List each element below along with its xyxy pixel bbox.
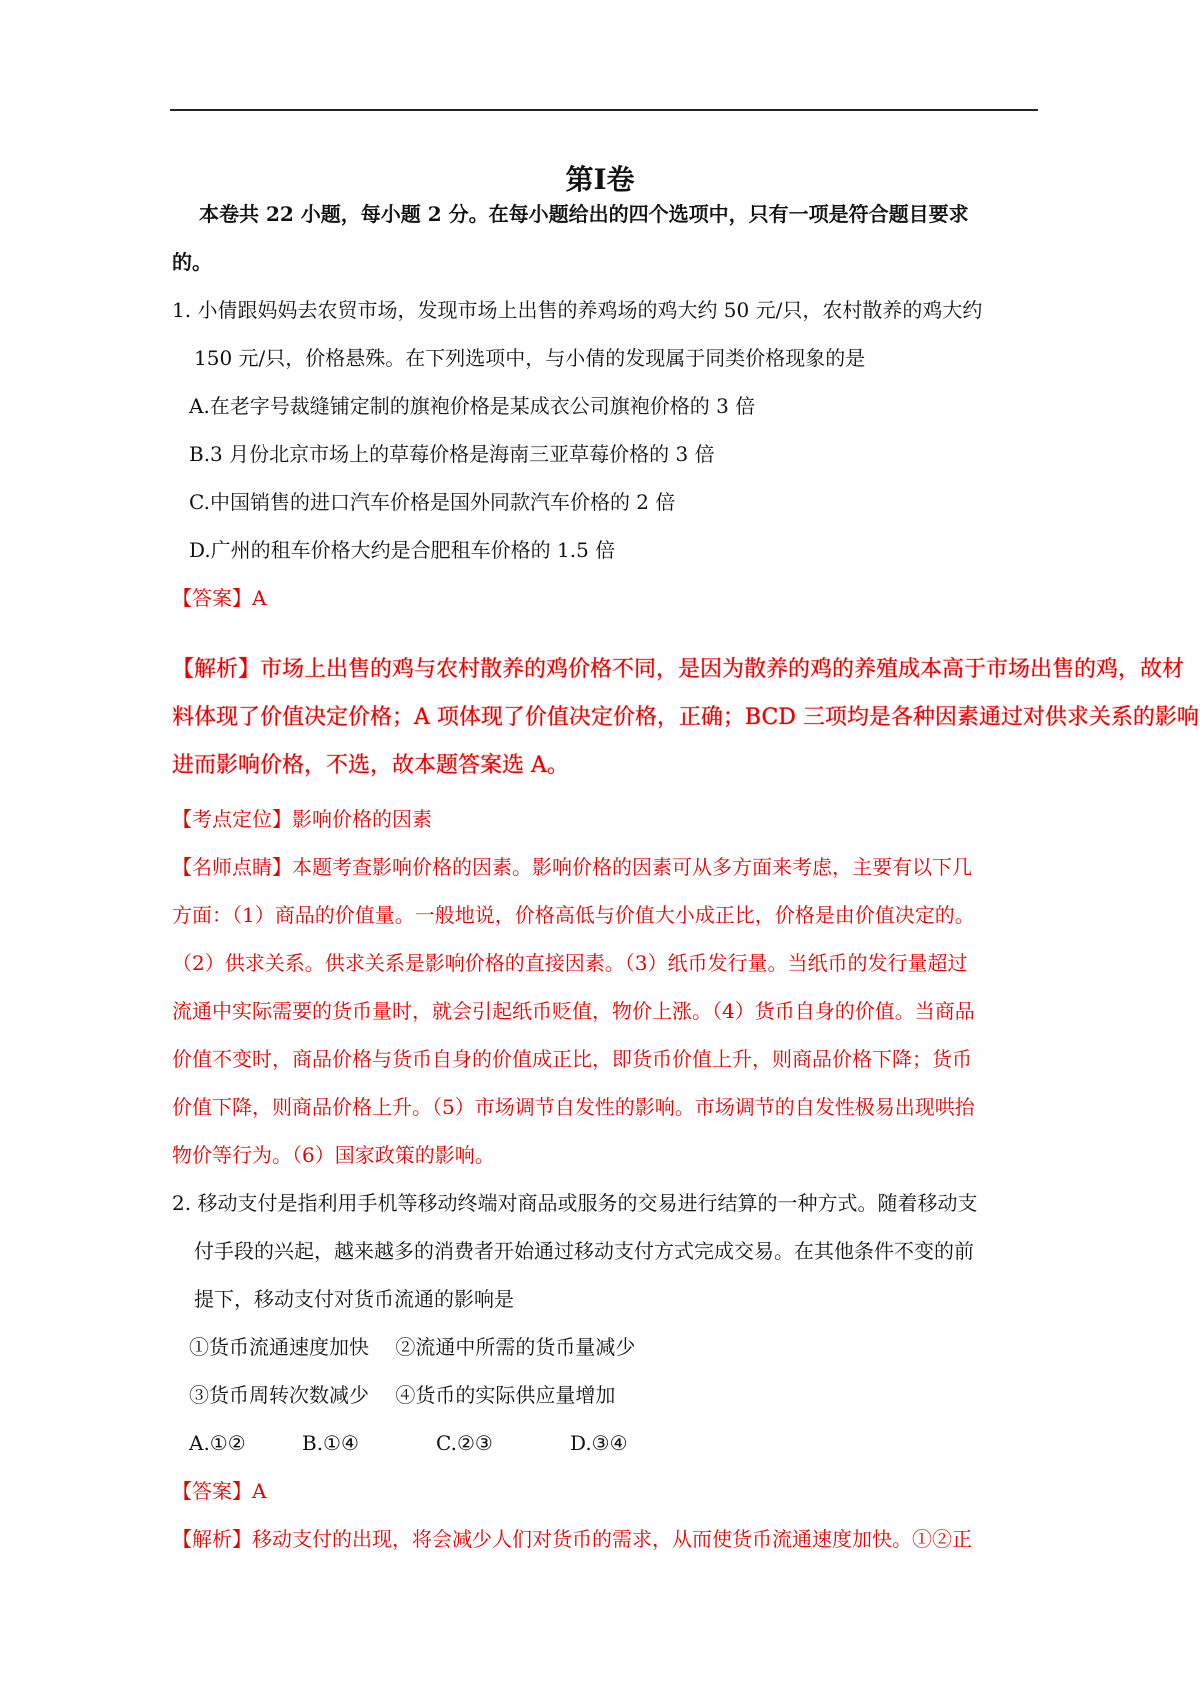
- q1-mingshi-line-2: 方面：（1）商品的价值量。一般地说，价格高低与价值大小成正比，价格是由价值决定的。: [172, 903, 975, 927]
- question-1: [172, 286, 1038, 622]
- q1-analysis: [172, 646, 1199, 790]
- q1-analysis-line-2: 料体现了价值决定价格；A 项体现了价值决定价格，正确；BCD 三项均是各种因素通过对供求关系的影响: [172, 705, 1199, 730]
- q1-answer: 【答案】A: [172, 586, 267, 610]
- q1-analysis-line-1: 【解析】市场上出售的鸡与农村散养的鸡价格不同，是因为散养的鸡的养殖成本高于市场出售的鸡，故材: [172, 657, 1185, 682]
- q2-items-line-2: ③货币周转次数减少 ④货币的实际供应量增加: [189, 1383, 616, 1407]
- section-title: 第Ⅰ卷: [565, 163, 635, 196]
- q1-notes: [172, 795, 1038, 1179]
- q1-mingshi-line-3: （2）供求关系。供求关系是影响价格的直接因素。（3）纸币发行量。当纸币的发行量超过: [172, 951, 968, 975]
- q2-option-d: D.③④: [570, 1431, 628, 1455]
- q1-analysis-line-3: 进而影响价格，不选，故本题答案选 A。: [172, 753, 569, 778]
- q1-stem-line-1: 1. 小倩跟妈妈去农贸市场，发现市场上出售的养鸡场的鸡大约 50 元/只，农村散养的鸡大约: [172, 298, 983, 322]
- q2-stem-line-1: 2. 移动支付是指利用手机等移动终端对商品或服务的交易进行结算的一种方式。随着移动支: [172, 1191, 978, 1215]
- q1-mingshi-line-5: 价值不变时，商品价格与货币自身的价值成正比，即货币价值上升，则商品价格下降；货币: [172, 1047, 972, 1071]
- header-rule: [170, 109, 1038, 111]
- q1-mingshi-line-6: 价值下降，则商品价格上升。（5）市场调节自发性的影响。市场调节的自发性极易出现哄抬: [172, 1095, 975, 1119]
- q2-stem-line-3: 提下，移动支付对货币流通的影响是: [194, 1287, 514, 1311]
- q2-options: [172, 1419, 1038, 1467]
- instructions-line-2: 的。: [172, 250, 212, 274]
- q1-option-a: A.在老字号裁缝铺定制的旗袍价格是某成衣公司旗袍价格的 3 倍: [189, 394, 756, 418]
- q2-answer: 【答案】A: [172, 1479, 267, 1503]
- instructions-line-1: 本卷共 22 小题，每小题 2 分。在每小题给出的四个选项中，只有一项是符合题目要求: [199, 202, 969, 226]
- q1-stem-line-2: 150 元/只，价格悬殊。在下列选项中，与小倩的发现属于同类价格现象的是: [194, 346, 866, 370]
- q2-option-c: C.②③: [436, 1431, 493, 1455]
- q1-option-c: C.中国销售的进口汽车价格是国外同款汽车价格的 2 倍: [189, 490, 676, 514]
- q2-stem-line-2: 付手段的兴起，越来越多的消费者开始通过移动支付方式完成交易。在其他条件不变的前: [194, 1239, 974, 1263]
- q1-mingshi-line-7: 物价等行为。（6）国家政策的影响。: [172, 1143, 495, 1167]
- q2-option-b: B.①④: [302, 1431, 359, 1455]
- q2-option-a: A.①②: [189, 1431, 246, 1455]
- q2-analysis-line-1: 【解析】移动支付的出现，将会减少人们对货币的需求，从而使货币流通速度加快。①②正: [172, 1527, 972, 1551]
- question-2: [172, 1179, 1038, 1563]
- q1-mingshi-line-4: 流通中实际需要的货币量时，就会引起纸币贬值，物价上涨。（4）货币自身的价值。当商品: [172, 999, 975, 1023]
- q1-option-d: D.广州的租车价格大约是合肥租车价格的 1.5 倍: [189, 538, 616, 562]
- q2-items-line-1: ①货币流通速度加快 ②流通中所需的货币量减少: [189, 1335, 636, 1359]
- q1-option-b: B.3 月份北京市场上的草莓价格是海南三亚草莓价格的 3 倍: [189, 442, 715, 466]
- q1-kaodian: 【考点定位】影响价格的因素: [172, 807, 432, 831]
- instructions: [172, 190, 1038, 286]
- q1-mingshi-line-1: 【名师点睛】本题考查影响价格的因素。影响价格的因素可从多方面来考虑，主要有以下几: [172, 855, 972, 879]
